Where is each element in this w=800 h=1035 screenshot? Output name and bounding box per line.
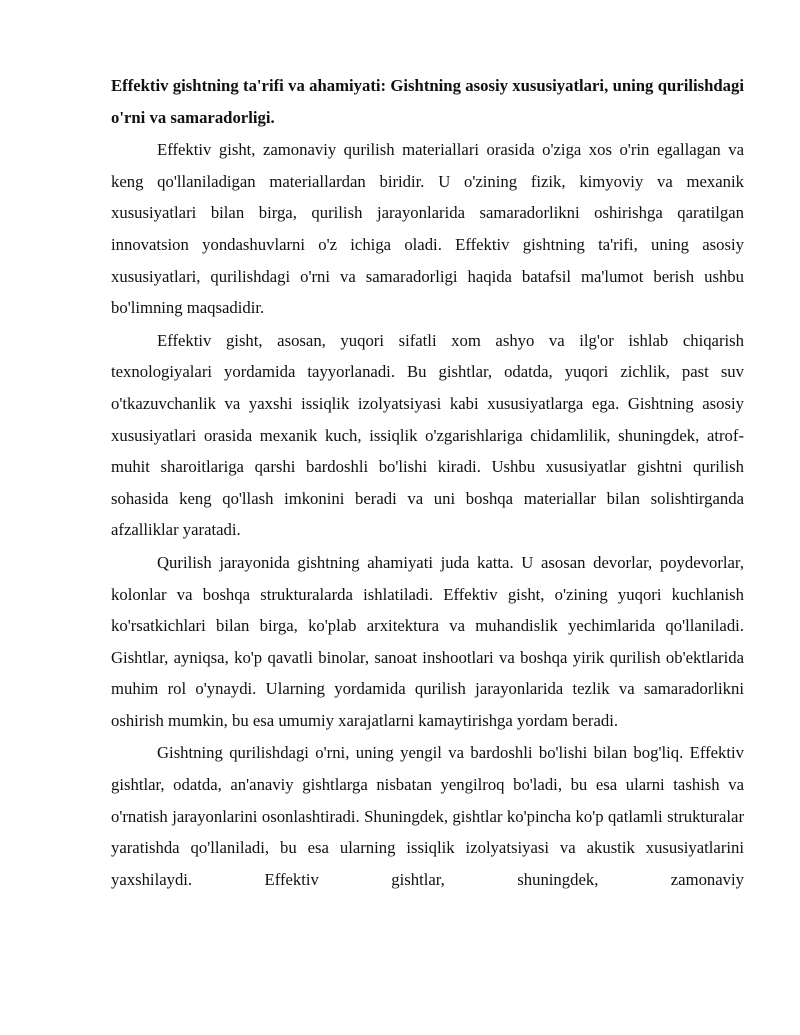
paragraph-4: Gishtning qurilishdagi o'rni, uning yengil va bardoshli bo'lishi bilan bog'liq. Effektiv gishtlar, odatda, an'anaviy gishtlarga nisbatan yengilroq bo'ladi, bu esa ularni tashish va o'rnatish jarayonlarini osonlashtiradi. Shuningdek, gishtlar ko'pincha ko'p qatlamli strukturalar yaratishda qo'llaniladi, bu esa ularning issiqlik izolyatsiyasi va akustik xususiyatlarini yaxshilaydi. Effektiv gishtlar, shuningdek, zamonaviy bbox=[111, 743, 744, 889]
section-heading: Effektiv gishtning ta'rifi va ahamiyati: Gishtning asosiy xususiyatlari, uning qurilishdagi o'rni va samaradorligi. bbox=[111, 76, 744, 127]
paragraph-2: Effektiv gisht, asosan, yuqori sifatli xom ashyo va ilg'or ishlab chiqarish texnologiyalari yordamida tayyorlanadi. Bu gishtlar, odatda, yuqori zichlik, past suv o'tkazuvchanlik va yaxshi issiqlik izolyatsiyasi kabi xususiyatlarga ega. Gishtning asosiy xususiyatlari orasida mexanik kuch, issiqlik o'zgarishlariga chidamlilik, shuningdek, atrof-muhit sharoitlariga qarshi bardoshli bo'lishi kiradi. Ushbu xususiyatlar gishtni qurilish sohasida keng qo'llash imkonini beradi va uni boshqa materiallar bilan solishtirganda afzalliklar yaratadi. bbox=[111, 330, 744, 540]
document-page bbox=[111, 70, 744, 896]
paragraph-3: Qurilish jarayonida gishtning ahamiyati juda katta. U asosan devorlar, poydevorlar, kolonlar va boshqa strukturalarda ishlatiladi. Effektiv gisht, o'zining yuqori kuchlanish ko'rsatkichlari bilan birga, ko'plab arxitektura va muhandislik yechimlarida qo'llaniladi. Gishtlar, ayniqsa, ko'p qavatli binolar, sanoat inshootlari va boshqa yirik qurilish ob'ektlarida muhim rol o'ynaydi. Ularning yordamida qurilish jarayonlarida tezlik va samaradorlikni oshirish mumkin, bu esa umumiy xarajatlarni kamaytirishga yordam beradi. bbox=[111, 552, 744, 730]
paragraph-1: Effektiv gisht, zamonaviy qurilish materiallari orasida o'ziga xos o'rin egallagan va keng qo'llaniladigan materiallardan biridir. U o'zining fizik, kimyoviy va mexanik xususiyatlari bilan birga, qurilish jarayonlarida samaradorlikni oshirishga qaratilgan innovatsion yondashuvlarni o'z ichiga oladi. Effektiv gishtning ta'rifi, uning asosiy xususiyatlari, qurilishdagi o'rni va samaradorligi haqida batafsil ma'lumot berish ushbu bo'limning maqsadidir. bbox=[111, 140, 744, 318]
